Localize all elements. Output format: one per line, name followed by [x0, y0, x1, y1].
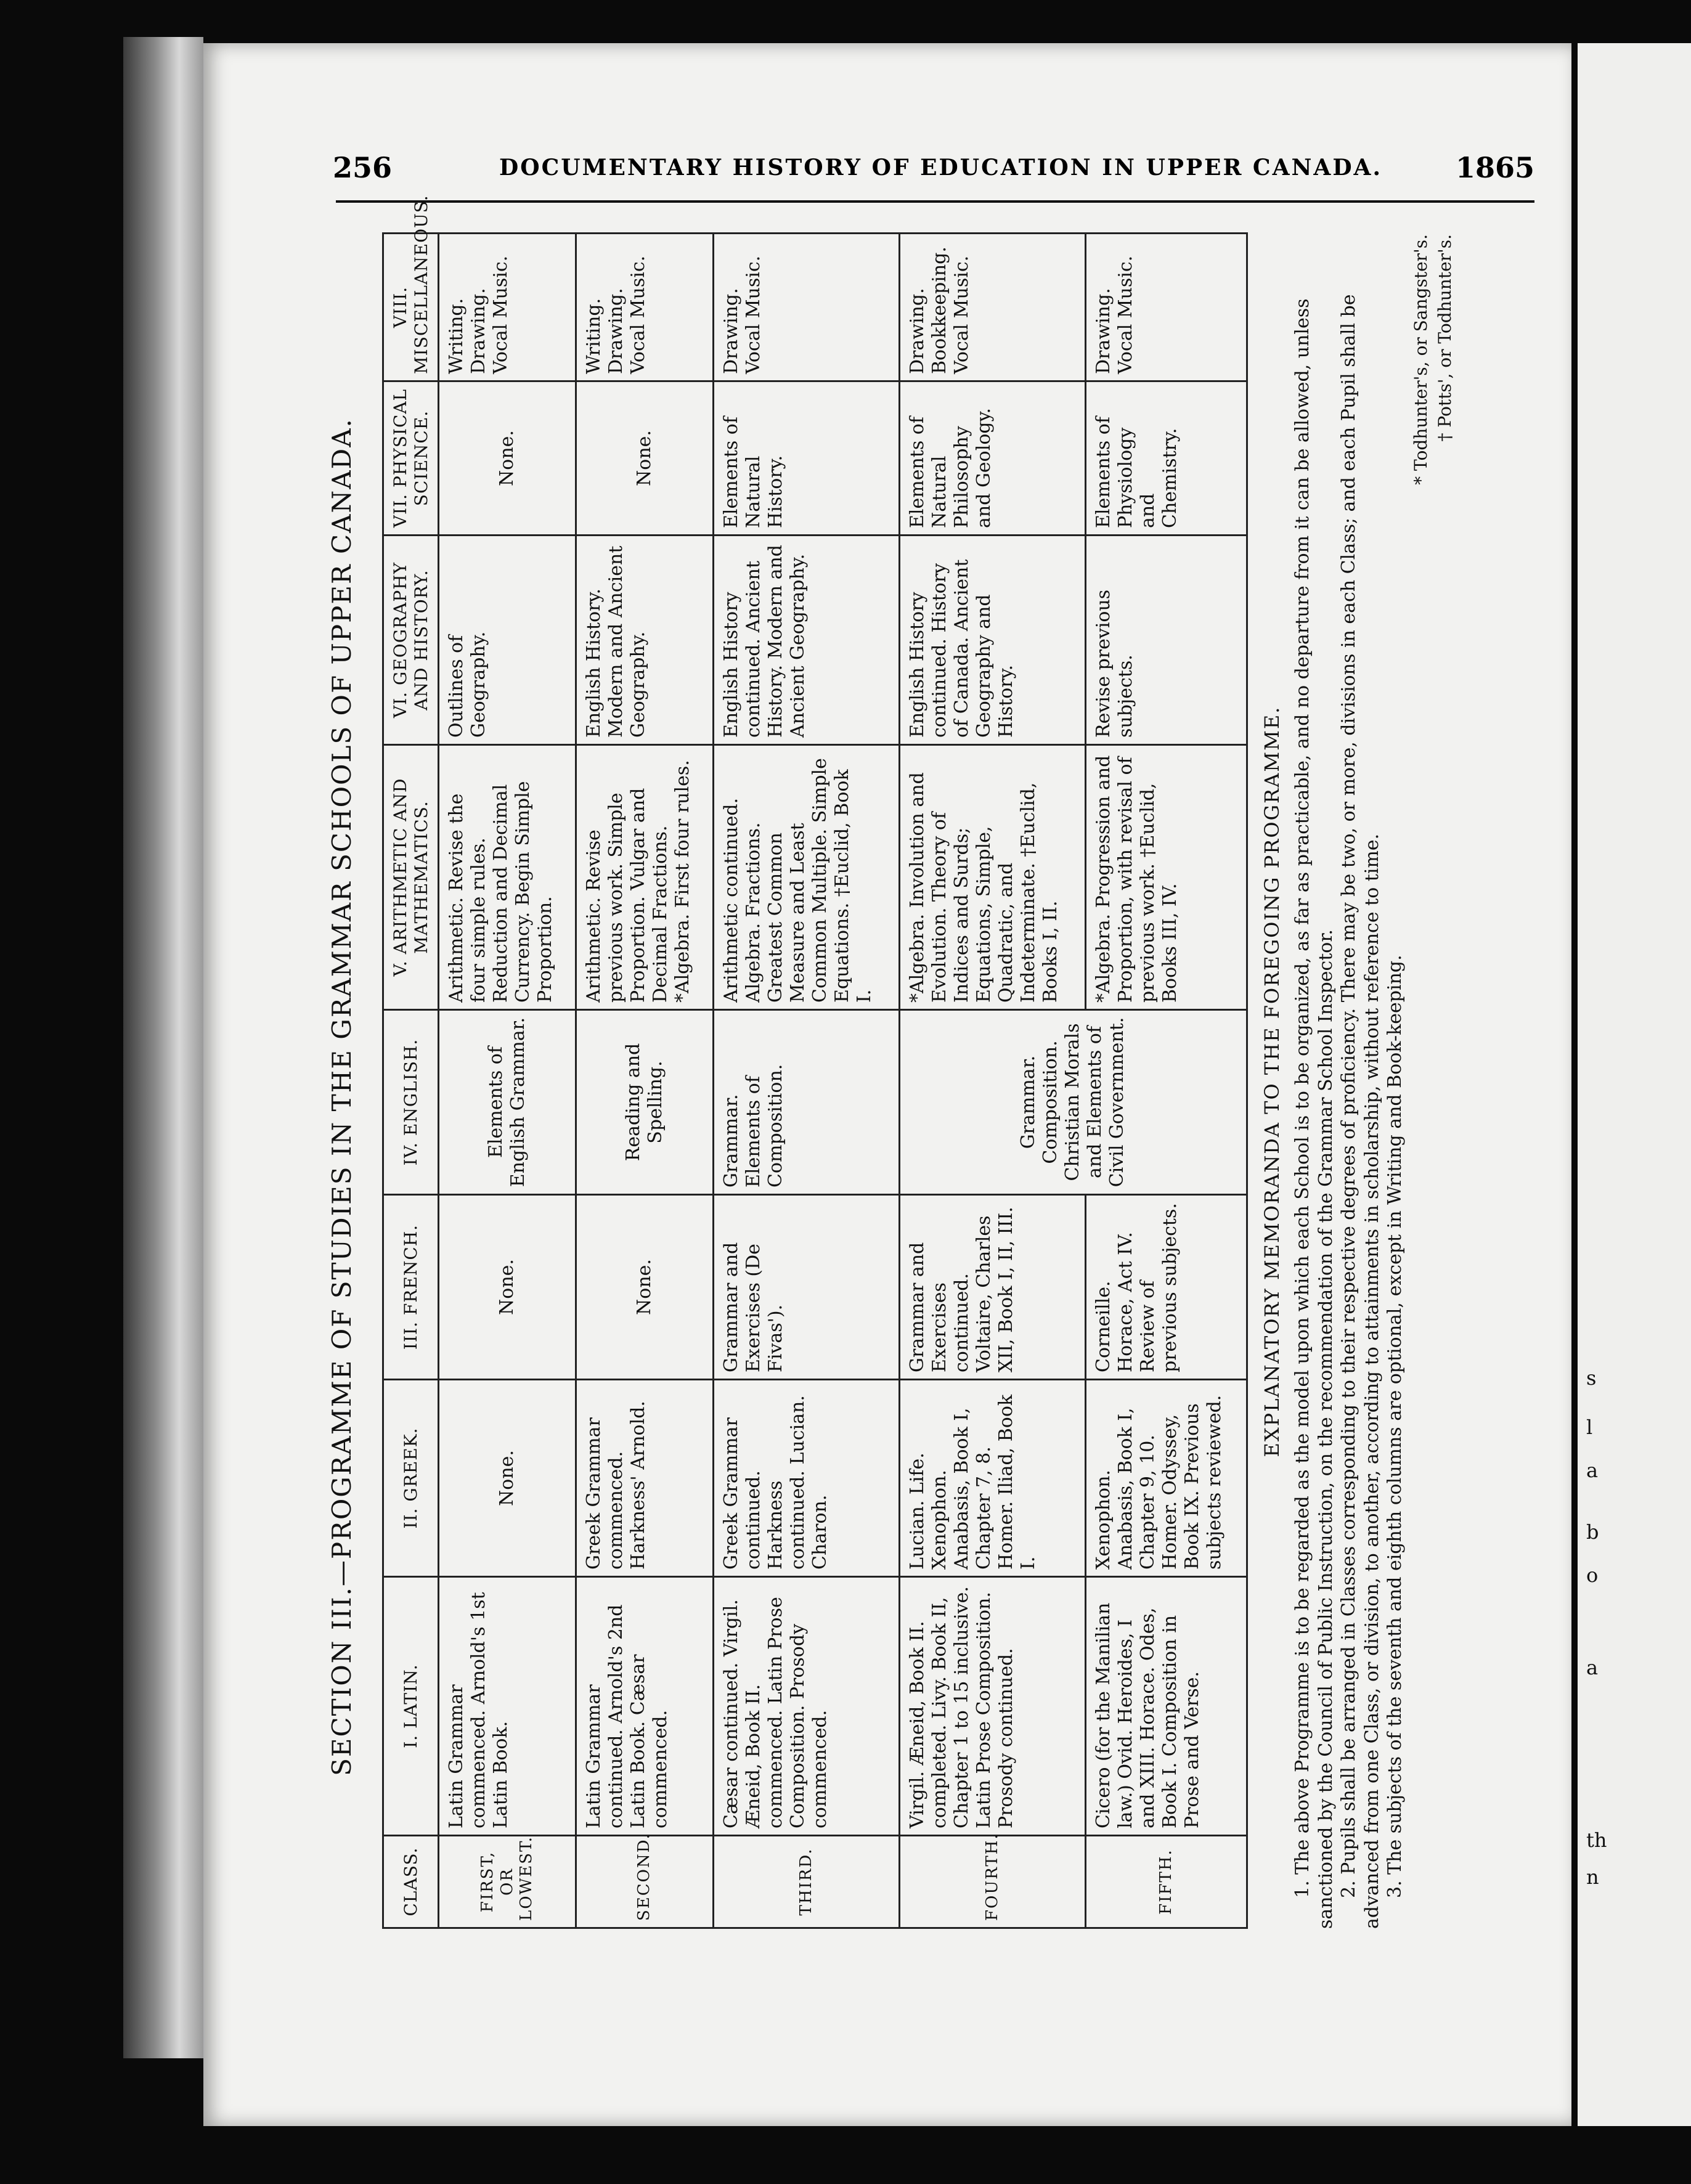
greek-cell: Greek Grammar continued. Harkness continued. Lucian. Charon. [713, 1380, 899, 1577]
header-mathematics: V. ARITHMETIC AND MATHEMATICS. [383, 745, 439, 1010]
latin-cell: Latin Grammar continued. Arnold's 2nd Latin Book. Cæsar commenced. [576, 1577, 714, 1836]
french-cell: Grammar and Exercises (De Fivas'). [713, 1195, 899, 1380]
greek-cell: Xenophon. Anabasis, Book I, Chapter 9, 10. Homer. Odyssey, Book IX. Previous subjects reviewed. [1085, 1380, 1247, 1577]
rotated-content [327, 173, 1528, 2021]
science-cell: Elements of Physiology and Chemistry. [1085, 381, 1247, 536]
table-row [713, 234, 899, 1928]
header-year: 1865 [1455, 151, 1534, 184]
facing-page-edge [1578, 43, 1691, 2126]
french-cell: Corneille. Horace, Act IV. Review of previous subjects. [1085, 1195, 1247, 1380]
geography-cell: Revise previous subjects. [1085, 536, 1247, 745]
memoranda-paragraph: 1. The above Programme is to be regarded as the model upon which each School is to be organized, as far as practicable, and no departure from it can be allowed, unless sanctioned by the Council of Public Instruction, on the recommendation of the Grammar School Inspector. [1292, 298, 1337, 1929]
header-class: CLASS. [383, 1836, 439, 1928]
facing-page-fragment: s [1586, 1366, 1597, 1390]
french-cell: None. [576, 1195, 714, 1380]
memoranda-paragraph: 2. Pupils shall be arranged in Classes corresponding to their respective degrees of proficiency. There may be two, or more, divisions in each Class; and each Pupil shall be advanced from one Class, or division, to another, according to attainments in scholarship, without reference to time. [1338, 294, 1383, 1929]
facing-page-fragment: l [1586, 1416, 1593, 1439]
misc-cell: Writing. Drawing. Vocal Music. [576, 234, 714, 381]
header-geography: VI. GEOGRAPHY AND HISTORY. [383, 536, 439, 745]
table-header-row [383, 234, 439, 1928]
header-latin: I. LATIN. [383, 1577, 439, 1836]
section-title: SECTION III.—PROGRAMME OF STUDIES IN THE GRAMMAR SCHOOLS OF UPPER CANADA. [327, 418, 357, 1776]
table-row [439, 234, 576, 1928]
english-cell: Grammar. Composition. Christian Morals and Elements of Civil Government. [899, 1010, 1247, 1195]
misc-cell: Drawing. Bookkeeping. Vocal Music. [899, 234, 1085, 381]
greek-cell: Greek Grammar commenced. Harkness' Arnold. [576, 1380, 714, 1577]
latin-cell: Latin Grammar commenced. Arnold's 1st Latin Book. [439, 1577, 576, 1836]
table-row [576, 234, 714, 1928]
document-page [203, 43, 1571, 2126]
english-cell: Elements of English Grammar. [439, 1010, 576, 1195]
greek-cell: None. [439, 1380, 576, 1577]
math-cell: Arithmetic. Revise the four simple rules. Reduction and Decimal Currency. Begin Simple Proportion. [439, 745, 576, 1010]
facing-page-fragment: o [1586, 1563, 1599, 1587]
french-cell: Grammar and Exercises continued. Voltaire, Charles XII, Book I, II, III. [899, 1195, 1085, 1380]
math-cell: *Algebra. Involution and Evolution. Theory of Indices and Surds; Equations, Simple, Quadratic, and Indeterminate. †Euclid, Books I, II. [899, 745, 1085, 1010]
science-cell: None. [439, 381, 576, 536]
latin-cell: Cicero (for the Manilian law.) Ovid. Heroides, I and XIII. Horace. Odes, Book I. Composition in Prose and Verse. [1085, 1577, 1247, 1836]
science-cell: Elements of Natural History. [713, 381, 899, 536]
class-cell: FIFTH. [1085, 1836, 1247, 1928]
latin-cell: Cæsar continued. Virgil. Æneid, Book II. commenced. Latin Prose Composition. Prosody commenced. [713, 1577, 899, 1836]
math-cell: *Algebra. Progression and Proportion, with revisal of previous work. †Euclid, Books III, IV. [1085, 745, 1247, 1010]
misc-cell: Drawing. Vocal Music. [1085, 234, 1247, 381]
class-cell: FOURTH. [899, 1836, 1085, 1928]
french-cell: None. [439, 1195, 576, 1380]
misc-cell: Drawing. Vocal Music. [713, 234, 899, 381]
header-english: IV. ENGLISH. [383, 1010, 439, 1195]
book-spine [123, 37, 203, 2058]
class-cell: FIRST, OR LOWEST. [439, 1836, 576, 1928]
facing-page-fragment: a [1586, 1459, 1599, 1482]
latin-cell: Virgil. Æneid, Book II. completed. Livy. Book II, Chapter 1 to 15 inclusive. Latin Prose Composition. Prosody continued. [899, 1577, 1085, 1836]
facing-page-fragment: a [1586, 1656, 1599, 1679]
class-cell: SECOND. [576, 1836, 714, 1928]
class-cell: THIRD. [713, 1836, 899, 1928]
header-science: VII. PHYSICAL SCIENCE. [383, 381, 439, 536]
memoranda-title: EXPLANATORY MEMORANDA TO THE FOREGOING PROGRAMME. [1260, 706, 1284, 1457]
math-cell: Arithmetic continued. Algebra. Fractions. Greatest Common Measure and Least Common Multiple. Simple Equations. †Euclid, Book I. [713, 745, 899, 1010]
running-title: DOCUMENTARY HISTORY OF EDUCATION IN UPPER CANADA. [499, 155, 1383, 181]
geography-cell: Outlines of Geography. [439, 536, 576, 745]
table-row [899, 234, 1085, 1928]
geography-cell: English History. Modern and Ancient Geography. [576, 536, 714, 745]
science-cell: None. [576, 381, 714, 536]
footnote-todhunter-sangster: * Todhunter's, or Sangster's. [1410, 234, 1431, 485]
english-cell: Reading and Spelling. [576, 1010, 714, 1195]
explanatory-memoranda [1260, 234, 1455, 1929]
header-french: III. FRENCH. [383, 1195, 439, 1380]
footnote-potts-todhunter: † Potts', or Todhunter's. [1434, 234, 1455, 442]
facing-page-fragment: b [1586, 1520, 1599, 1544]
science-cell: Elements of Natural Philosophy and Geology. [899, 381, 1085, 536]
geography-cell: English History continued. History of Canada. Ancient Geography and History. [899, 536, 1085, 745]
facing-page-fragment: th [1586, 1828, 1607, 1852]
programme-table [382, 195, 1248, 1929]
facing-page-fragment: n [1586, 1865, 1599, 1889]
geography-cell: English History continued. Ancient History. Modern and Ancient Geography. [713, 536, 899, 745]
header-greek: II. GREEK. [383, 1380, 439, 1577]
page-number: 256 [333, 151, 393, 184]
misc-cell: Writing. Drawing. Vocal Music. [439, 234, 576, 381]
greek-cell: Lucian. Life. Xenophon. Anabasis, Book I, Chapter 7, 8. Homer. Iliad, Book I. [899, 1380, 1085, 1577]
memoranda-paragraph: 3. The subjects of the seventh and eighth columns are optional, except in Writing and Book-keeping. [1384, 955, 1406, 1898]
english-cell: Grammar. Elements of Composition. [713, 1010, 899, 1195]
header-miscellaneous: VIII. MISCELLANEOUS. [383, 234, 439, 381]
math-cell: Arithmetic. Revise previous work. Simple Proportion. Vulgar and Decimal Fractions. *Algebra. First four rules. [576, 745, 714, 1010]
